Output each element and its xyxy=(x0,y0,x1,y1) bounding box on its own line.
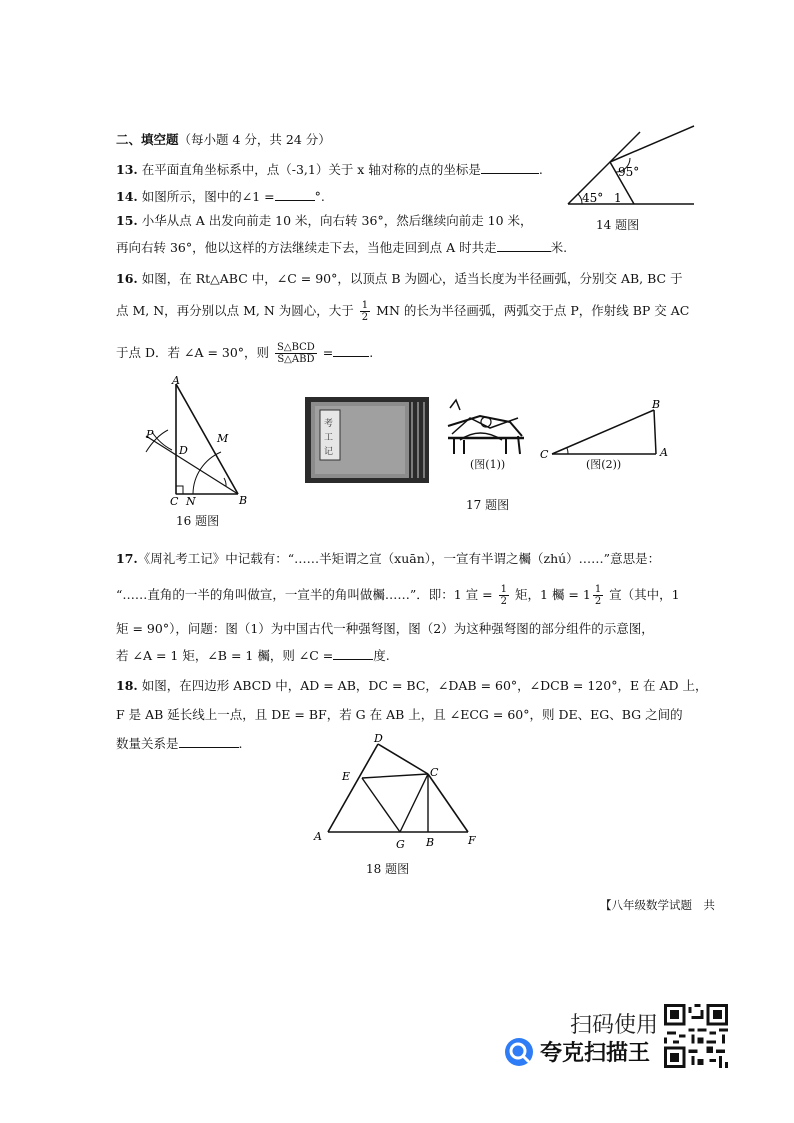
label-B: B xyxy=(239,494,248,507)
fraction-zhu: $\frac{1}{2}$ xyxy=(594,584,602,607)
section-title: 二、填空题 xyxy=(116,132,179,147)
label-M: M xyxy=(217,432,229,445)
caption-fig16: 16 题图 xyxy=(176,514,220,528)
angle-1-label: 1 xyxy=(614,191,622,205)
qr-code-icon[interactable] xyxy=(664,1004,728,1068)
question-17-line3: 矩 = 90°），问题：图（1）为中国古代一种强弩图，图（2）为这种强弩图的部分组件的示意图， xyxy=(116,621,654,636)
figure-17-triangle xyxy=(538,398,672,464)
svg-text:记: 记 xyxy=(324,447,334,457)
label-B: B xyxy=(426,836,435,849)
question-16-line3: 于点 D．若 ∠A = 30°，则 $\frac{\text{S△BCD}}{\text{S△ABD}}$ = . xyxy=(116,342,374,365)
scan-label: 扫码使用 xyxy=(570,1013,659,1038)
fraction-one-half: $\frac{1}{2}$ xyxy=(361,300,369,323)
angle-45-label: 45° xyxy=(582,191,604,205)
label-F: F xyxy=(468,834,476,847)
caption-fig17: 17 题图 xyxy=(466,498,510,512)
page-footer-tag: 【八年级数学试题 共 xyxy=(600,898,715,912)
question-18-line2: F 是 AB 延长线上一点，且 DE = BF，若 G 在 AB 上，且 ∠ECG = 60°，则 DE、EG、BG 之间的 xyxy=(116,707,683,722)
question-17-line4: 若 ∠A = 1 矩，∠B = 1 欘，则 ∠C = 度. xyxy=(116,648,390,663)
question-15-line1: 15. 小华从点 A 出发向前走 10 米，向右转 36°，然后继续向前走 10 米， xyxy=(116,213,533,228)
label-C: C xyxy=(170,495,179,508)
answer-blank-16[interactable] xyxy=(333,343,369,357)
fraction-xuan: $\frac{1}{2}$ xyxy=(500,584,508,607)
question-13: 13. 在平面直角坐标系中，点（-3,1）关于 x 轴对称的点的坐标是 . xyxy=(116,162,543,177)
caption-fig18: 18 题图 xyxy=(366,862,410,876)
label-D: D xyxy=(179,444,188,457)
label-A: A xyxy=(172,374,180,387)
figure-17-book xyxy=(304,396,430,484)
svg-text:工: 工 xyxy=(324,433,334,443)
figure-16 xyxy=(138,374,254,508)
question-18-line1: 18. 如图，在四边形 ABCD 中，AD = AB，DC = BC，∠DAB = 60°，∠DCB = 120°，E 在 AD 上， xyxy=(116,678,708,693)
label-N: N xyxy=(186,495,196,508)
answer-blank-18[interactable] xyxy=(179,734,239,748)
caption-fig14: 14 题图 xyxy=(596,218,640,232)
label-A: A xyxy=(660,446,668,459)
caption-fig17-2: (图(2)) xyxy=(586,458,622,471)
question-15-line2: 再向右转 36°，他以这样的方法继续走下去，当他走回到点 A 时共走 米. xyxy=(116,240,568,255)
answer-blank-15[interactable] xyxy=(497,238,551,252)
figure-18 xyxy=(304,728,490,852)
label-D: D xyxy=(374,732,383,745)
question-17-line1: 17.《周礼考工记》中记载有：“……半矩谓之宣（xuān），一宣有半谓之欘（zhú）……”意思是： xyxy=(116,551,661,566)
brand-name: 夸克扫描王 xyxy=(540,1041,651,1066)
fraction-area-ratio: $\frac{\text{S△BCD}}{\text{S△ABD}}$ xyxy=(277,342,315,365)
quark-logo-icon xyxy=(504,1037,534,1067)
answer-blank-13[interactable] xyxy=(481,160,539,174)
section-note: （每小题 4 分，共 24 分） xyxy=(178,132,331,147)
figure-17-crossbow xyxy=(440,396,530,458)
caption-fig17-1: (图(1)) xyxy=(470,458,506,471)
answer-blank-17[interactable] xyxy=(333,646,373,660)
label-B: B xyxy=(652,398,661,411)
question-17-line2: “……直角的一半的角叫做宣，一宣半的角叫做欘……”．即：1 宣 = $\frac{1}{2}$ 矩，1 欘 = 1 $\frac{1}{2}$ 宣（其中，1 xyxy=(116,584,680,607)
label-P: P xyxy=(146,428,154,441)
question-16-line1: 16. 如图，在 Rt△ABC 中，∠C = 90°，以顶点 B 为圆心，适当长度为半径画弧，分别交 AB, BC 于 xyxy=(116,271,683,286)
label-G: G xyxy=(396,838,405,851)
question-18-line3: 数量关系是 . xyxy=(116,736,243,751)
label-C: C xyxy=(430,766,439,779)
figure-14 xyxy=(558,124,698,214)
angle-95-label: 95° xyxy=(618,165,640,179)
section-header xyxy=(116,131,331,149)
question-14: 14. 如图所示，图中的∠1 = °. xyxy=(116,189,325,204)
question-16-line2: 点 M, N，再分别以点 M, N 为圆心，大于 $\frac{1}{2}$ MN 的长为半径画弧，两弧交于点 P，作射线 BP 交 AC xyxy=(116,300,690,323)
label-E: E xyxy=(342,770,351,783)
label-C: C xyxy=(540,448,549,461)
brand-block[interactable] xyxy=(504,1036,650,1067)
answer-blank-14[interactable] xyxy=(275,187,315,201)
svg-text:考: 考 xyxy=(324,419,334,429)
label-A: A xyxy=(314,830,322,843)
